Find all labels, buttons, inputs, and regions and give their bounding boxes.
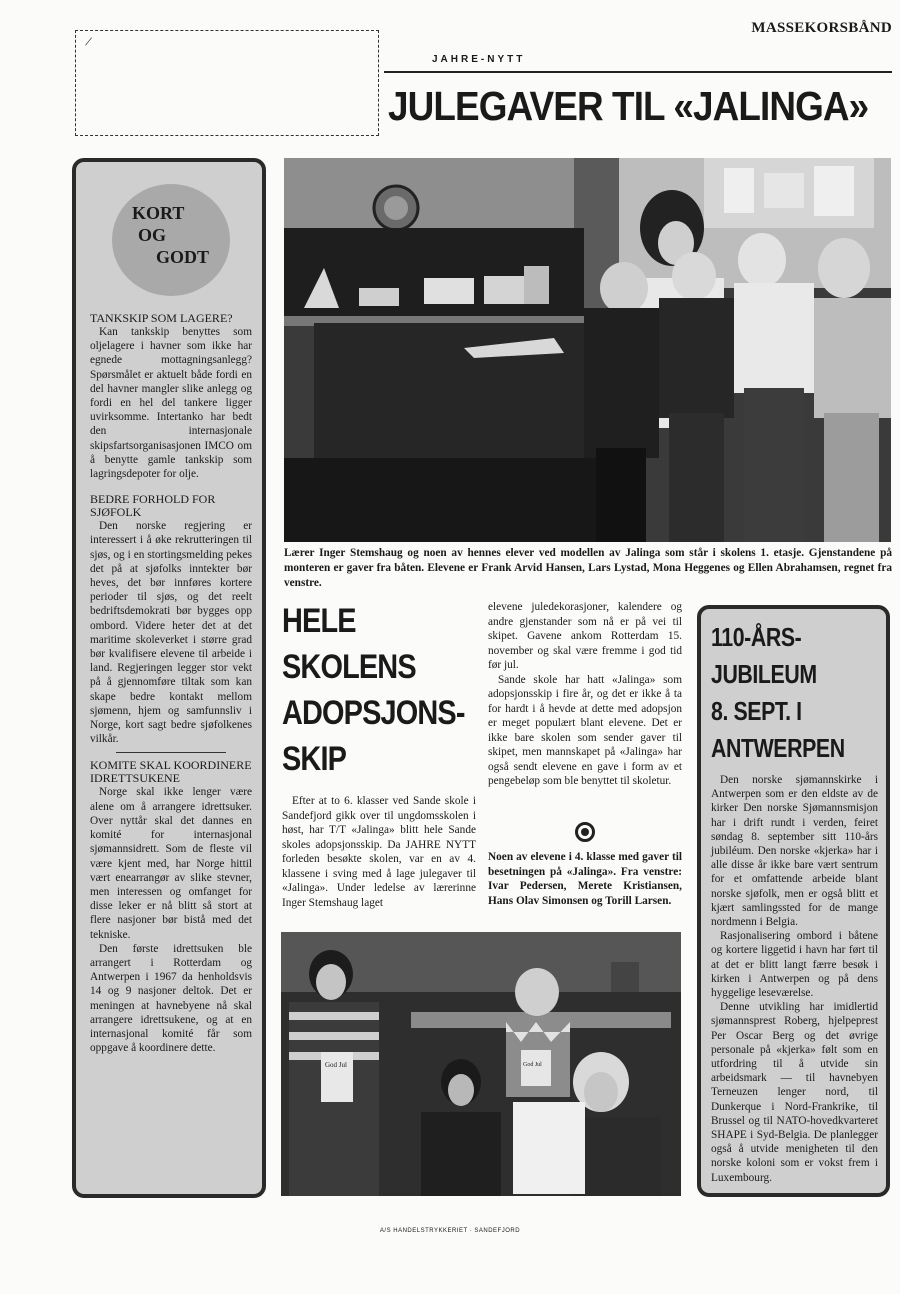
jubileum-headline-line: ANTWERPEN [711, 733, 845, 763]
article-headline-line: SKOLENS [282, 648, 416, 686]
photo1-caption: Lærer Inger Stemshaug og noen av hennes elever ved modellen av Jalinga som står i skolens 1. etasje. Gjenstandene på monteren er gaver fra båten. Elevene er Frank Arvid Hansen, Lars Lystad, Mona Heggenes og Ellen Abrahamsen, regnet fra venstre. [284, 547, 892, 589]
photo2-caption: Noen av elevene i 4. klasse med gaver til besetningen på «Jalinga». Fra venstre: Ivar Pedersen, Merete Kristiansen, Hans Olav Simonsen og Torill Larsen. [488, 851, 682, 907]
article-column-2 [488, 600, 682, 789]
section-divider-target-icon [575, 822, 595, 842]
sidebar-paragraph: Kan tankskip benyttes som oljelagere i havner som ikke har egnede mottagningsanlegg? Spørsmålet er aktuelt både fordi en del havner mangler slike anlegg og fordi en hel del tankere ligger uvirksomme. Intertanko har bedt den internasjonale skipsfartsorganisasjonen IMCO om å benytte gamle tankskip som lagringsdepoter for olje. [90, 326, 252, 481]
jubileum-paragraph: Rasjonalisering ombord i båtene og kortere liggetid i havn har ført til at det er blitt langt færre besøk i kirken i Antwerpen og på dens hyggelige leseværelse. [711, 930, 878, 1000]
sidebar-jubileum-antwerpen [697, 605, 890, 1197]
printer-footer: A/S HANDELSTRYKKERIET · SANDEFJORD [379, 1228, 521, 1234]
sidebar-paragraph: Norge skal ikke lenger være alene om å arrangere idrettsuker. Over nyttår skal det dannes en komité for internasjonal sjømannsidrett. Som de fleste vil være kjent med, har Norge hittil vært enearrangør av slike stevner, men interessen og omfanget for disse leker er nå blitt så stort at flere nasjoner bør bistå med det tekniske. [90, 786, 252, 941]
article-paragraph: Sande skole har hatt «Jalinga» som adopsjonsskip i fire år, og det er ikke å ta for hardt i å hevde at dette med adopsjon er meget populært blant elevene. Det er ikke bare skolen som sender gaver til skipet, men mannskapet på «Jalinga» har også sendt elevene en gave i form av et pengebeløp som ble benyttet til skoletur. [488, 673, 682, 787]
article-headline-line: HELE [282, 602, 356, 640]
jubileum-headline [711, 619, 883, 767]
jubileum-paragraph: Denne utvikling har imidlertid sjømannsprest Roberg, hjelpeprest Per Oscar Berg og det øvrige personale på «kjerka» følt som en utfordring til å utvide sin arbeidsmark — til havnebyen Terneuzen lenger nord, til Dunkerque i Nord-Frankrike, til Brussel og til NATO-hovedkvarteret SHAPE i Syd-Belgia. De planlegger også å utvide menigheten til den norske koloni som er vokst frem i Luxembourg. [711, 1001, 878, 1184]
sidebar-heading: BEDRE FORHOLD FOR SJØFOLK [90, 492, 216, 520]
photo1-illustration [284, 158, 891, 542]
badge-word: GODT [156, 247, 210, 267]
gift-card-text: God Jul [325, 1061, 347, 1069]
top-tag: MASSEKORSBÅND [751, 20, 892, 36]
sidebar-heading: TANKSKIP SOM LAGERE? [90, 311, 233, 325]
article-column-1: Efter at to 6. klasser ved Sande skole i Sandefjord gikk over til ungdomsskolen i høst, har T/T «Jalinga» blitt hele Sande skoles adopsjonsskip. Da JAHRE NYTT forleden besøkte skolen, var en av 4. klassene i sving med å lage julegaver til «Jalinga». Under ledelse av lærerinne Inger Stemshaug laget [282, 795, 476, 909]
gift-card-text: God Jul [523, 1062, 542, 1068]
kort-og-godt-badge [112, 184, 230, 296]
sidebar-paragraph: Den norske regjering er interessert i å øke rekrutteringen til sjøs, og i en stortingsmelding pekes det på at sjøfolks inntekter bør heves, det bør innføres kortere perioder til sjøs, og det reelt bedriftsdemokrati bør bygges opp ombord. Videre heter det at det maritime skoleverket i større grad bør kvalifisere elevene til arbeide i land. Regjeringen legger stor vekt på å gjennomføre tiltak som kan skape bedre kontakt mellom sjømenn, hjem og samfunnsliv i Norge, kort sagt bedre sjøfolkenes vilkår. [90, 520, 252, 746]
page-headline: JULEGAVER TIL «JALINGA» [388, 83, 869, 129]
jubileum-headline-line: JUBILEUM [711, 659, 817, 689]
jubileum-headline-line: 8. SEPT. I [711, 696, 802, 726]
headline-rule [384, 71, 892, 73]
mailing-label-box [75, 30, 379, 136]
jubileum-paragraph: Den norske sjømannskirke i Antwerpen som er den eldste av de kirker Den norske Sjømannsmisjon har i drift rundt i verden, feiret søndag 8. september sitt 110-års jubiléum. Den norske «kjerka» har i alle disse år ikke bare vært sentrum for et omfattende arbeide blant norske sjøfolk, men er også blitt et kjært samlingssted for de mange nordmenn i Belgia. [711, 774, 878, 929]
badge-word: OG [138, 225, 167, 245]
sidebar-kort-og-godt [72, 158, 266, 1198]
sidebar-paragraph: Den første idrettsuken ble arrangert i Rotterdam og Antwerpen i 1967 da henholdsvis 14 og 9 nasjoner deltok. Det er meningen at havnebyene nå skal arrangere idrettsukene, og at en internasjonal komité får som oppgave å koordinere dette. [90, 942, 252, 1055]
jubileum-headline-line: 110-ÅRS- [711, 622, 802, 652]
sidebar-heading: KOMITE SKAL KOORDINERE IDRETTSUKENE [90, 758, 252, 786]
section-label: JAHRE-NYTT [432, 54, 526, 65]
photo-students-with-gifts [281, 932, 681, 1196]
article-headline-line: SKIP [282, 740, 347, 778]
article-headline [282, 598, 465, 782]
label-mark-icon: / [83, 34, 93, 51]
sidebar-divider [116, 752, 226, 753]
photo-teacher-students-ship-model [284, 158, 891, 542]
article-headline-line: ADOPSJONS- [282, 694, 465, 732]
article-paragraph: elevene juledekorasjoner, kalendere og andre gjenstander som nå er på vei til skipet. Gavene ankom Rotterdam 15. november og skal være fremme i god tid før jul. [488, 601, 682, 671]
badge-word: KORT [132, 203, 185, 223]
photo2-illustration [281, 932, 681, 1196]
